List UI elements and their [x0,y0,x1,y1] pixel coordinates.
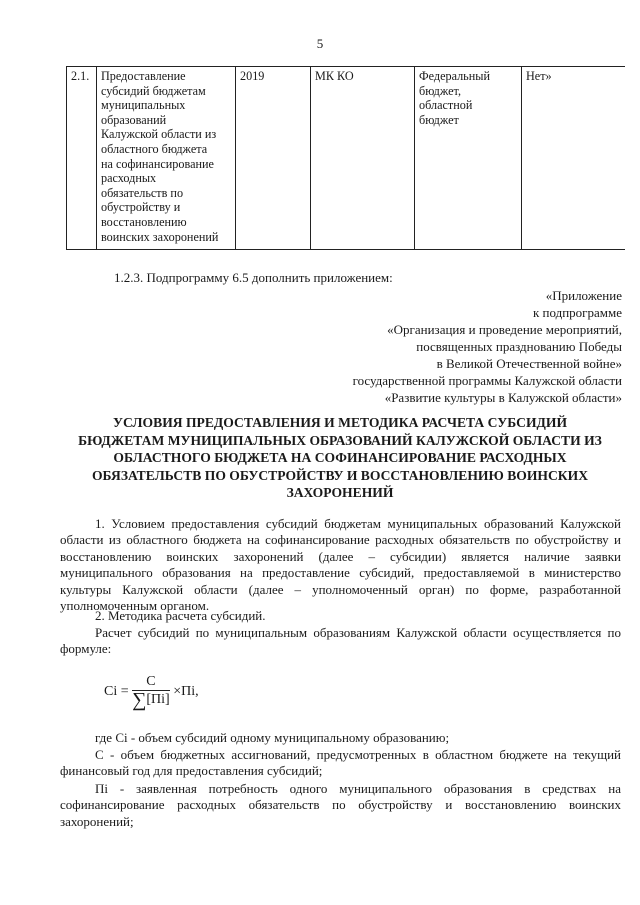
measure-line: Калужской области из [101,127,217,142]
paragraph-methodology: 2. Методика расчета субсидий. [95,608,266,623]
measure-line: обустройству и [101,200,181,215]
paragraph-conditions: 1. Условием предоставления субсидий бюджетам муниципальных образований Калужской области из областного бюджета на софинансирование расходных обязательств по обустройству и восстановлению воинских захоронений (далее – субсидии) является наличие заявки муниципального образования на предоставление субсидий, предоставляемой в министерство культуры Калужской области (далее – уполномоченный орган) по форме, разработанной уполномоченным органом. [60,516,621,614]
appendix-header-line: «Развитие культуры в Калужской области» [384,390,622,405]
section-title [60,414,620,502]
formula-numerator: C [132,674,170,691]
formula-lhs: Ci = [104,683,129,699]
table-row [67,67,626,250]
funding-source-cell [415,67,522,250]
title-line: БЮДЖЕТАМ МУНИЦИПАЛЬНЫХ ОБРАЗОВАНИЙ КАЛУЖСКОЙ ОБЛАСТИ ИЗ [78,432,602,448]
title-line: УСЛОВИЯ ПРЕДОСТАВЛЕНИЯ И МЕТОДИКА РАСЧЕТА СУБСИДИЙ [112,415,568,430]
formula-den-text: [Пi] [146,692,170,708]
formula-rhs: ×Пi, [173,683,199,699]
last-cell: Нет» [522,67,626,250]
definition-c: С - объем бюджетных ассигнований, предусмотренных в областном бюджете на текущий финансовый год для предоставления субсидий; [60,747,621,779]
measure-line: воинских захоронений [101,229,219,244]
source-line: Федеральный [419,69,490,83]
title-line: ОБЯЗАТЕЛЬСТВ ПО ОБУСТРОЙСТВУ И ВОССТАНОВЛЕНИЮ ВОИНСКИХ [91,467,589,483]
measure-line: муниципальных [101,98,186,113]
measure-line: образований [101,112,167,127]
measure-line: расходных [101,171,157,186]
appendix-header-line: к подпрограмме [532,305,622,320]
definition-pi: Пi - заявленная потребность одного муниципального образования в средствах на софинансирование расходных обязательств по обустройству и восстановлению воинских захоронений; [60,781,621,829]
appendix-header-line: «Приложение [545,288,622,303]
program-table [66,66,625,250]
page-number: 5 [316,36,324,51]
measure-name-cell [97,67,236,250]
year-cell: 2019 [236,67,311,250]
row-number: 2.1. [67,67,97,250]
sum-symbol: ∑ [132,689,147,711]
appendix-header-line: посвященных празднованию Победы [416,339,622,354]
definition-ci: где Ci - объем субсидий одному муниципальному образованию; [95,730,450,745]
executor-cell: МК КО [311,67,415,250]
appendix-header-line: государственной программы Калужской области [352,373,622,388]
source-line: областной [419,98,473,113]
item-1-2-3: 1.2.3. Подпрограмму 6.5 дополнить приложением: [114,270,393,285]
measure-line: Предоставление [101,69,186,83]
paragraph-formula-intro: Расчет субсидий по муниципальным образованиям Калужской области осуществляется по формуле: [60,625,621,657]
measure-line: областного бюджета [101,141,208,156]
measure-line: субсидий бюджетам [101,83,206,98]
measure-line: на софинансирование [101,156,214,171]
appendix-header-line: «Организация и проведение мероприятий, [387,322,622,337]
measure-line: восстановлению [101,214,187,229]
source-line: бюджет, [419,83,462,98]
subsidy-formula [104,674,199,709]
appendix-header-line: в Великой Отечественной войне» [436,356,622,371]
title-line: ОБЛАСТНОГО БЮДЖЕТА НА СОФИНАНСИРОВАНИЕ РАСХОДНЫХ [113,450,567,465]
source-line: бюджет [419,112,459,127]
title-line: ЗАХОРОНЕНИЙ [286,485,394,500]
formula-denominator [132,691,170,709]
measure-line: обязательств по [101,185,184,200]
formula-fraction [132,674,170,709]
